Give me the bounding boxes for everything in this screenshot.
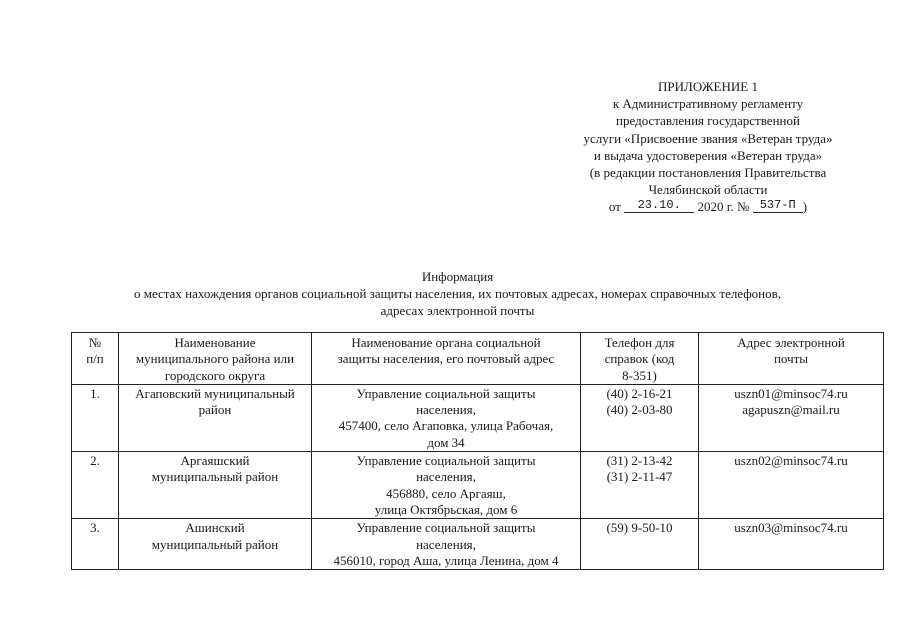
email-address: uszn03@minsoc74.ru — [734, 520, 848, 536]
header-phone — [581, 333, 699, 385]
row-number-cell — [72, 384, 119, 451]
table-row — [72, 519, 884, 570]
header-text: справок (код — [604, 351, 675, 367]
email-cell — [699, 384, 884, 451]
header-organ — [312, 333, 581, 385]
district-cell — [119, 519, 312, 570]
appendix-line: к Административному регламенту — [612, 96, 804, 112]
organ-address-line: 456880, село Аргаяш, — [386, 485, 506, 501]
document-title: Информация — [421, 269, 494, 284]
document-subtitle: адресах электронной почты — [380, 303, 535, 318]
header-text: Адрес электронной — [737, 335, 845, 350]
district-name: Аргаяшский — [180, 453, 250, 469]
organ-address-line: 456010, город Аша, улица Ленина, дом 4 — [333, 552, 559, 568]
organ-address-line: 457400, село Агаповка, улица Рабочая, — [338, 418, 554, 434]
header-text: городского округа — [164, 367, 266, 383]
from-label: от — [608, 199, 621, 215]
header-text: п/п — [86, 351, 104, 367]
organ-address-line: населения, — [416, 536, 476, 552]
appendix-date-line — [540, 198, 876, 216]
email-cell — [699, 452, 884, 519]
district-name: Ашинский — [185, 520, 245, 536]
header-text: Наименование органа социальной — [351, 335, 541, 350]
document-heading — [60, 268, 855, 319]
appendix-line: (в редакции постановления Правительства — [589, 165, 827, 181]
closing-paren: ) — [802, 199, 808, 215]
organ-address-line: Управление социальной защиты — [356, 385, 536, 401]
header-district — [119, 333, 312, 385]
row-number-cell — [72, 519, 119, 570]
district-name: муниципальный район — [151, 469, 279, 485]
header-text: № — [88, 335, 102, 350]
row-number: 1. — [90, 385, 100, 401]
email-address: uszn02@minsoc74.ru — [734, 453, 848, 469]
header-text: почты — [773, 351, 809, 367]
appendix-block — [540, 78, 876, 216]
row-number: 2. — [90, 453, 100, 469]
row-number: 3. — [90, 520, 100, 536]
organ-cell — [312, 519, 581, 570]
organ-address-line: улица Октябрьская, дом 6 — [374, 501, 518, 517]
appendix-title: ПРИЛОЖЕНИЕ 1 — [658, 79, 758, 94]
district-name: Агаповский муниципальный — [135, 385, 295, 401]
organ-address-line: Управление социальной защиты — [356, 520, 536, 536]
row-number-cell — [72, 452, 119, 519]
table-row — [72, 384, 884, 451]
header-text: Телефон для — [604, 335, 675, 350]
header-text: защиты населения, его почтовый адрес — [337, 351, 555, 367]
appendix-line: и выдача удостоверения «Ветеран труда» — [593, 147, 823, 163]
document-subtitle: о местах нахождения органов социальной защиты населения, их почтовых адресах, номерах справочных телефонов, — [133, 286, 782, 301]
district-cell — [119, 452, 312, 519]
organ-cell — [312, 452, 581, 519]
appendix-line: предоставления государственной — [616, 113, 800, 129]
organ-address-line: населения, — [416, 402, 476, 418]
organ-address-line: дом 34 — [427, 434, 465, 450]
organ-address-line: населения, — [416, 469, 476, 485]
email-cell — [699, 519, 884, 570]
phone-cell — [581, 384, 699, 451]
table-row — [72, 452, 884, 519]
resolution-number: 537-П — [753, 199, 803, 213]
header-text: Наименование — [174, 335, 256, 350]
appendix-line: услуги «Присвоение звания «Ветеран труда» — [583, 130, 833, 146]
resolution-date: 23.10. — [624, 199, 694, 213]
district-name: муниципальный район — [151, 536, 279, 552]
organ-cell — [312, 384, 581, 451]
header-email — [699, 333, 884, 385]
resolution-year: 2020 г. № — [697, 199, 750, 215]
phone-number: (40) 2-16-21 — [606, 385, 673, 401]
phone-cell — [581, 519, 699, 570]
header-text: 8-351) — [622, 367, 657, 383]
table-header-row — [72, 333, 884, 385]
phone-number: (31) 2-13-42 — [606, 453, 673, 469]
district-name: район — [198, 402, 232, 418]
email-address: uszn01@minsoc74.ru — [734, 385, 848, 401]
email-address: agapuszn@mail.ru — [742, 402, 840, 418]
header-text: муниципального района или — [135, 351, 295, 367]
header-number — [72, 333, 119, 385]
appendix-line: Челябинской области — [648, 182, 768, 198]
phone-cell — [581, 452, 699, 519]
info-table — [71, 332, 884, 570]
table-body — [72, 384, 884, 569]
organ-address-line: Управление социальной защиты — [356, 453, 536, 469]
phone-number: (59) 9-50-10 — [606, 520, 673, 536]
phone-number: (40) 2-03-80 — [606, 402, 673, 418]
district-cell — [119, 384, 312, 451]
phone-number: (31) 2-11-47 — [606, 469, 673, 485]
